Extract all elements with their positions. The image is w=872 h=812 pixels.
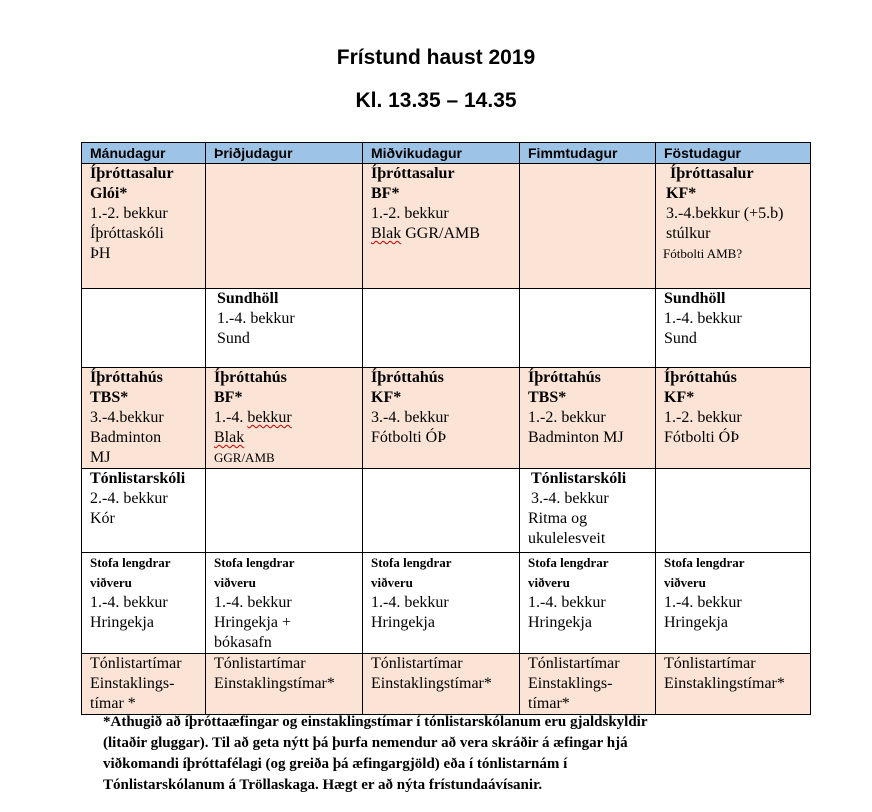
day-header-tuesday: Þriðjudagur	[206, 143, 363, 164]
cell-mon-after-school	[82, 553, 206, 654]
activity-type: Einstaklingstímar*	[371, 675, 492, 692]
instructor-label: GGR/AMB	[401, 225, 480, 242]
venue-label-cont: viðveru	[664, 575, 706, 590]
cell-wed-music-lessons	[363, 654, 520, 715]
grade-label: 1.-4. bekkur	[217, 310, 295, 327]
cell-tue-gym	[206, 368, 363, 469]
activity-label: Íþróttaskóli	[90, 225, 164, 242]
activity-label: Hringekja	[664, 614, 728, 631]
activity-label: Kór	[90, 510, 115, 527]
venue-label: Stofa lengdrar	[90, 555, 171, 570]
footnote-line: Tónlistarskólanum á Tröllaskaga. Hægt er að nýta frístundaávísanir.	[103, 777, 543, 793]
cell-thu-empty	[520, 164, 656, 289]
venue-label: Íþróttahús	[371, 369, 444, 386]
cell-thu-music-school	[520, 469, 656, 553]
cell-fri-empty	[656, 469, 811, 553]
cell-wed-after-school	[363, 553, 520, 654]
cell-mon-gym	[82, 368, 206, 469]
footnote-line: viðkomandi íþróttafélagi (og greiða þá æfingargjöld) eða í tónlistarnám í	[103, 756, 568, 772]
venue-label-cont: viðveru	[528, 575, 570, 590]
cell-thu-music-lessons	[520, 654, 656, 715]
table-row	[82, 368, 811, 469]
cell-tue-after-school	[206, 553, 363, 654]
activity-type-cont: tímar *	[90, 695, 136, 712]
cell-fri-after-school	[656, 553, 811, 654]
venue-label: Íþróttasalur	[371, 165, 455, 182]
venue-label: Íþróttahús	[664, 369, 737, 386]
grade-label: 1.-4. bekkur	[664, 594, 742, 611]
cell-wed-empty	[363, 289, 520, 368]
grade-label: 3.-4. bekkur	[531, 490, 609, 507]
activity-type-cont: tímar*	[528, 695, 570, 712]
activity-label: Fótbolti ÓÞ	[371, 429, 447, 446]
activity-label: Hringekja	[90, 614, 154, 631]
day-header-friday: Föstudagur	[656, 143, 811, 164]
activity-label: Tónlistartímar	[90, 655, 182, 672]
venue-label: Íþróttasalur	[90, 165, 174, 182]
venue-label-cont: viðveru	[90, 575, 132, 590]
table-row	[82, 164, 811, 289]
activity-label: Tónlistartímar	[664, 655, 756, 672]
cell-tue-music-lessons	[206, 654, 363, 715]
club-label: KF*	[666, 185, 697, 202]
cell-tue-empty	[206, 469, 363, 553]
activity-label: Tónlistartímar	[528, 655, 620, 672]
grade-label: 1.-2. bekkur	[664, 409, 742, 426]
cell-mon-music-lessons	[82, 654, 206, 715]
cell-thu-empty	[520, 289, 656, 368]
cell-thu-after-school	[520, 553, 656, 654]
club-label: Glói*	[90, 185, 128, 202]
venue-label: Íþróttahús	[214, 369, 287, 386]
activity-label: Sund	[217, 330, 250, 347]
activity-label: Hringekja	[371, 614, 435, 631]
cell-mon-empty	[82, 289, 206, 368]
cell-fri-swimming	[656, 289, 811, 368]
activity-label: Fótbolti ÓÞ	[664, 429, 740, 446]
grade-range: 1.-4.	[214, 409, 248, 426]
table-row	[82, 553, 811, 654]
footnote-line: (litaðir gluggar). Til að geta nýtt þá þurfa nemendur að vera skráðir á æfingar hjá	[103, 735, 628, 751]
activity-label: Tónlistartímar	[214, 655, 306, 672]
grade-label: 2.-4. bekkur	[90, 490, 168, 507]
venue-label: Stofa lengdrar	[371, 555, 452, 570]
group-label: stúlkur	[666, 225, 711, 242]
activity-label: Fótbolti AMB?	[663, 246, 743, 261]
grade-label: 1.-4. bekkur	[371, 594, 449, 611]
day-header-thursday: Fimmtudagur	[520, 143, 656, 164]
grade-label: 1.-4. bekkur	[214, 594, 292, 611]
activity-label-cont: bókasafn	[214, 634, 272, 651]
club-label: KF*	[664, 389, 695, 406]
cell-wed-sports-hall	[363, 164, 520, 289]
grade-label: 1.-2. bekkur	[90, 205, 168, 222]
activity-label: Hringekja +	[214, 614, 291, 631]
activity-label: Badminton MJ	[528, 429, 624, 446]
venue-label: Stofa lengdrar	[214, 555, 295, 570]
grade-label: 1.-4. bekkur	[528, 594, 606, 611]
club-label: BF*	[371, 185, 400, 202]
schedule-table	[81, 142, 811, 715]
grade-label: 3.-4.bekkur (+5.b)	[666, 205, 784, 222]
day-header-monday: Mánudagur	[82, 143, 206, 164]
venue-label: Stofa lengdrar	[664, 555, 745, 570]
venue-label: Íþróttahús	[90, 369, 163, 386]
cell-wed-empty	[363, 469, 520, 553]
day-header-wednesday: Miðvikudagur	[363, 143, 520, 164]
grade-label: 3.-4.bekkur	[90, 409, 164, 426]
activity-label: Badminton	[90, 429, 162, 446]
club-label: BF*	[214, 389, 243, 406]
cell-tue-swimming	[206, 289, 363, 368]
activity-type: Einstaklingstímar*	[214, 675, 335, 692]
grade-label: 1.-2. bekkur	[528, 409, 606, 426]
club-label: TBS*	[528, 389, 567, 406]
cell-tue-empty	[206, 164, 363, 289]
cell-mon-sports-hall	[82, 164, 206, 289]
page-title: Frístund haust 2019	[336, 46, 536, 69]
footnote	[103, 712, 783, 796]
cell-fri-music-lessons	[656, 654, 811, 715]
grade-label	[214, 408, 362, 428]
activity-label: Tónlistartímar	[371, 655, 463, 672]
venue-label-cont: viðveru	[371, 575, 413, 590]
venue-label: Tónlistarskóli	[90, 470, 186, 487]
grade-label: 1.-2. bekkur	[371, 205, 449, 222]
cell-fri-gym	[656, 368, 811, 469]
venue-label: Tónlistarskóli	[531, 470, 627, 487]
cell-fri-sports-hall	[656, 164, 811, 289]
table-row	[82, 469, 811, 553]
club-label: TBS*	[90, 389, 129, 406]
footnote-line: *Athugið að íþróttaæfingar og einstaklingstímar í tónlistarskólanum eru gjaldskyldir	[103, 714, 648, 730]
table-row	[82, 654, 811, 715]
time-subtitle: Kl. 13.35 – 14.35	[355, 89, 517, 112]
grade-word: bekkur	[247, 409, 292, 426]
activity-name: Blak	[371, 225, 402, 242]
grade-label: 3.-4. bekkur	[371, 409, 449, 426]
activity-label-cont: ukulelesveit	[528, 530, 606, 547]
day-header-row	[82, 143, 811, 164]
venue-label: Íþróttasalur	[670, 165, 754, 182]
grade-label: 1.-4. bekkur	[90, 594, 168, 611]
activity-label: Ritma og	[528, 510, 588, 527]
activity-label: Sund	[664, 330, 697, 347]
activity-type: Einstaklingstímar*	[664, 675, 785, 692]
cell-mon-music-school	[82, 469, 206, 553]
club-label: KF*	[371, 389, 402, 406]
activity-type: Einstaklings-	[528, 675, 613, 692]
activity-label	[371, 224, 519, 244]
instructor-label: GGR/AMB	[214, 450, 275, 465]
venue-label-cont: viðveru	[214, 575, 256, 590]
venue-label: Sundhöll	[217, 290, 279, 307]
instructor-label: MJ	[90, 449, 111, 466]
activity-label: Hringekja	[528, 614, 592, 631]
instructor-label: ÞH	[90, 245, 111, 262]
grade-label: 1.-4. bekkur	[664, 310, 742, 327]
activity-label: Blak	[214, 429, 245, 446]
venue-label: Íþróttahús	[528, 369, 601, 386]
cell-thu-gym	[520, 368, 656, 469]
cell-wed-gym	[363, 368, 520, 469]
venue-label: Stofa lengdrar	[528, 555, 609, 570]
venue-label: Sundhöll	[664, 290, 726, 307]
table-row	[82, 289, 811, 368]
activity-type: Einstaklings-	[90, 675, 175, 692]
